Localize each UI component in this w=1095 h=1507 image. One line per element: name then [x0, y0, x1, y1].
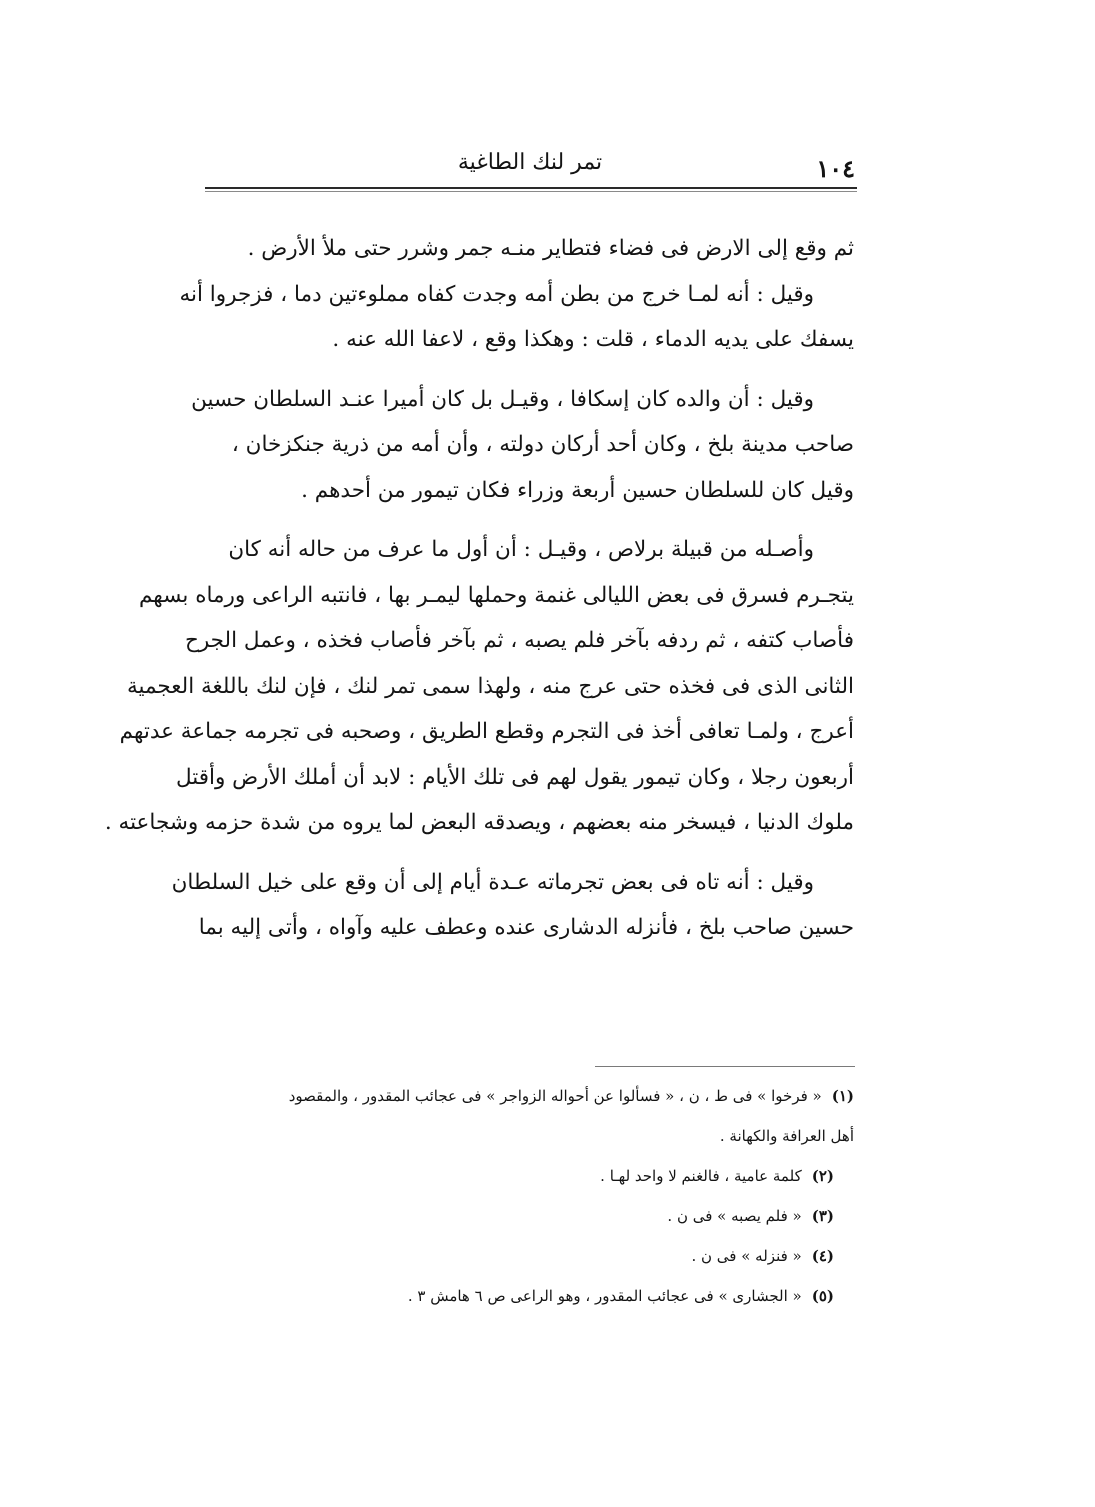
paragraph-gap: [208, 363, 854, 377]
text-line: الثانى الذى فى فخذه حتى عرج منه ، ولهذا سمى تمر لنك ، فإن لنك باللغة العجمية: [126, 673, 854, 699]
running-title: تمر لنك الطاغية: [457, 150, 603, 175]
text-line: وقيل : أنه تاه فى بعض تجرماته عـدة أيام إلى أن وقع على خيل السلطان: [171, 869, 814, 895]
text-line: وقيل : أنه لمـا خرج من بطن أمه وجدت كفاه مملوءتين دما ، فزجروا أنه: [179, 281, 814, 307]
footnote: [208, 1076, 854, 1116]
footnote-number: (٣): [811, 1207, 834, 1225]
footnote: [208, 1156, 854, 1196]
footnote-text: كلمة عامية ، فالغنم لا واحد لهـا .: [600, 1167, 802, 1185]
footnote-text: أهل العرافة والكهانة .: [719, 1127, 854, 1145]
page-header: [205, 150, 855, 186]
text-line: وقيل كان للسلطان حسين أربعة وزراء فكان تيمور من أحدهم .: [301, 477, 854, 503]
text-line: أربعون رجلا ، وكان تيمور يقول لهم فى تلك الأيام : لابد أن أملك الأرض وأقتل: [175, 764, 854, 790]
footnote-rule: [595, 1066, 855, 1067]
text-line: يتجـرم فسرق فى بعض الليالى غنمة وحملها ليمـر بها ، فانتبه الراعى ورماه بسهم: [138, 582, 854, 608]
footnote: [208, 1196, 854, 1236]
header-rule: [205, 187, 857, 189]
text-line: صاحب مدينة بلخ ، وكان أحد أركان دولته ، وأن أمه من ذرية جنكزخان ،: [231, 432, 854, 457]
footnote-number: (٥): [811, 1287, 834, 1305]
text-line: أعرج ، ولمـا تعافى أخذ فى التجرم وقطع الطريق ، وصحبه فى تجرمه جماعة عدتهم: [119, 719, 854, 744]
footnote-number: (٤): [811, 1247, 834, 1265]
footnote-text: « فلم يصبه » فى ن .: [667, 1207, 802, 1225]
text-line: وأصـله من قبيلة برلاص ، وقيـل : أن أول ما عرف من حاله أنه كان: [228, 537, 814, 562]
text-line: وقيل : أن والده كان إسكافا ، وقيـل بل كان أميرا عنـد السلطان حسين: [191, 386, 814, 412]
footnotes: [208, 1076, 854, 1316]
footnote-text: « فرخوا » فى ط ، ن ، « فسألوا عن أحواله الزواجر » فى عجائب المقدور ، والمقصود: [288, 1087, 822, 1105]
footnote: [208, 1236, 854, 1276]
paragraph-gap: [208, 846, 854, 860]
text-line: فأصاب كتفه ، ثم ردفه بآخر فلم يصبه ، ثم بآخر فأصاب فخذه ، وعمل الجرح: [184, 628, 854, 653]
footnote-number: (١): [831, 1087, 854, 1105]
text-line: حسين صاحب بلخ ، فأنزله الدشارى عنده وعطف عليه وآواه ، وأتى إليه بما: [198, 915, 854, 940]
text-line: ملوك الدنيا ، فيسخر منه بعضهم ، ويصدقه البعض لما يروه من شدة حزمه وشجاعته .: [104, 810, 854, 835]
footnote-number: (٢): [811, 1167, 834, 1185]
text-line: يسفك على يديه الدماء ، قلت : وهكذا وقع ، لاعفا الله عنه .: [332, 327, 854, 352]
header-rule-thin: [205, 191, 857, 192]
footnote: [208, 1276, 854, 1316]
page-number: ١٠٤: [816, 154, 855, 183]
paragraph-gap: [208, 513, 854, 527]
footnote-text: « الجشارى » فى عجائب المقدور ، وهو الراعى ص ٦ هامش ٣ .: [407, 1287, 802, 1305]
body-text: [104, 226, 854, 951]
footnote-text: « فنزله » فى ن .: [691, 1247, 802, 1265]
text-line: ثم وقع إلى الارض فى فضاء فتطاير منـه جمر وشرر حتى ملأ الأرض .: [247, 236, 854, 261]
footnote-continuation: [208, 1116, 854, 1156]
